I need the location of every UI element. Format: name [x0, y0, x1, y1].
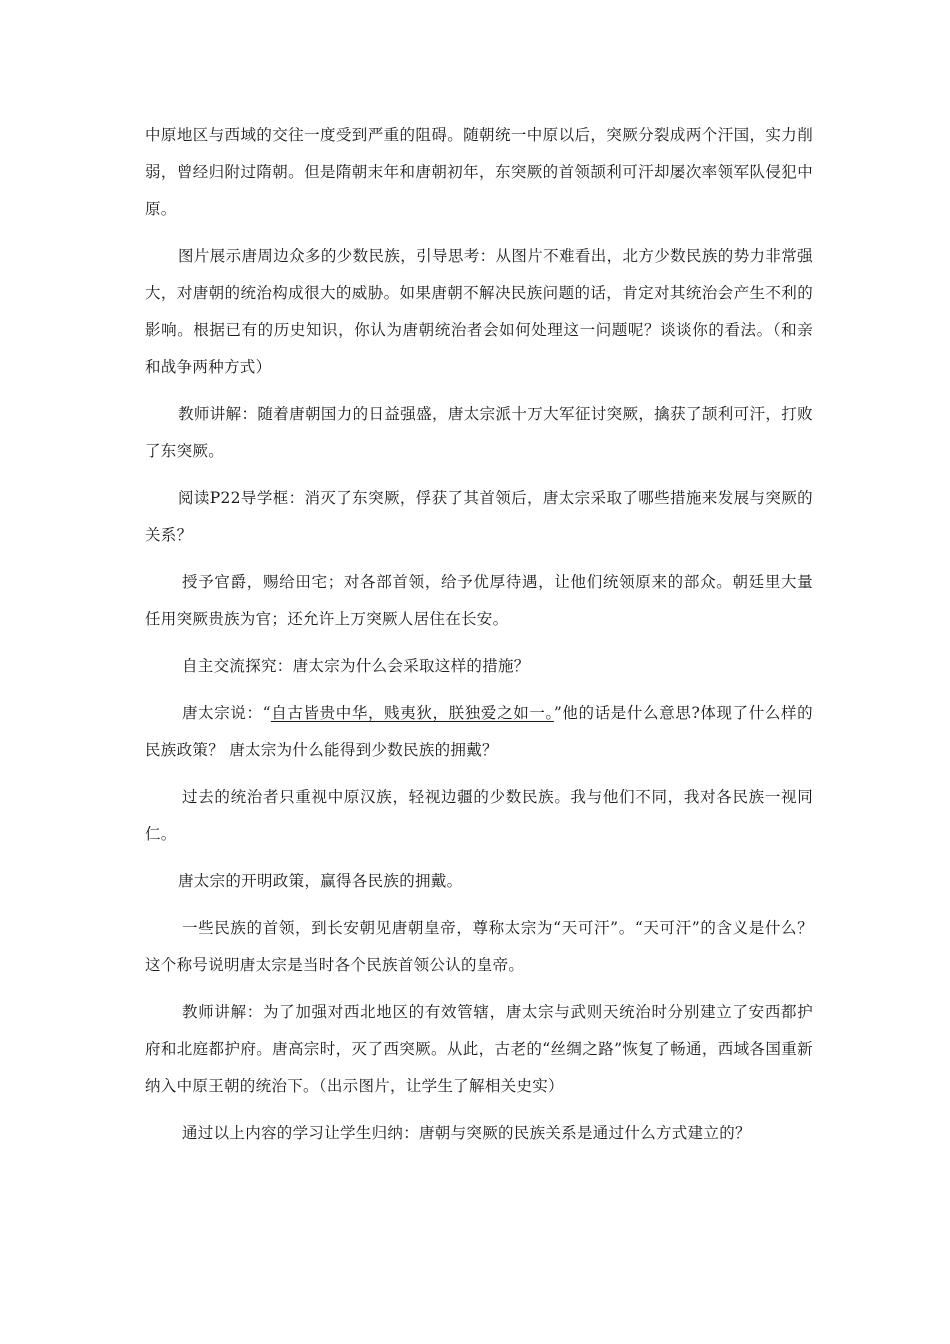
- paragraph-teacher-explanation-1: 教师讲解：随着唐朝国力的日益强盛，唐太宗派十万大军征讨突厥，擒获了颉利可汗，打败了东突厥。: [145, 405, 813, 460]
- paragraph-enlightened-policy: 唐太宗的开明政策，赢得各民族的拥戴。: [178, 872, 463, 890]
- paragraph-picture-discussion: 图片展示唐周边众多的少数民族，引导思考：从图片不难看出，北方少数民族的势力非常强大，对唐朝的统治构成很大的威胁。如果唐朝不解决民族问题的话，肯定对其统治会产生不利的影响。根据已有的历史知识，你认为唐朝统治者会如何处理这一问题呢？谈谈你的看法。（和亲和战争两种方式）: [145, 247, 813, 376]
- quote-text: 自古皆贵中华，贱夷狄，朕独爱之如一。: [270, 704, 554, 722]
- paragraph-equal-treatment: 过去的统治者只重视中原汉族，轻视边疆的少数民族。我与他们不同，我对各民族一视同仁。: [145, 788, 813, 843]
- quote-question: ”他的话是什么意思?体现了什么样的民族政策？ 唐太宗为什么能得到少数民族的拥戴？: [145, 704, 813, 759]
- paragraph-taizong-quote: [145, 695, 813, 769]
- paragraph-tian-kehan: 一些民族的首领，到长安朝见唐朝皇帝，尊称太宗为“天可汗”。“天可汗”的含义是什么？ 这个称号说明唐太宗是当时各个民族首领公认的皇帝。: [145, 919, 813, 974]
- quote-intro: 唐太宗说：“: [182, 704, 271, 722]
- paragraph-measures: 授予官爵，赐给田宅；对各部首领，给予优厚待遇，让他们统领原来的部众。朝廷里大量任用突厥贵族为官；还允许上万突厥人居住在长安。: [145, 573, 813, 628]
- paragraph-western-regions: 中原地区与西域的交往一度受到严重的阻碍。随朝统一中原以后，突厥分裂成两个汗国，实力削弱，曾经归附过隋朝。但是隋朝末年和唐朝初年，东突厥的首领颉利可汗却屡次率领军队侵犯中原。: [145, 126, 813, 218]
- paragraph-summary-question: 通过以上内容的学习让学生归纳：唐朝与突厥的民族关系是通过什么方式建立的？: [182, 1124, 751, 1142]
- paragraph-teacher-explanation-2: 教师讲解：为了加强对西北地区的有效管辖，唐太宗与武则天统治时分别建立了安西都护府和北庭都护府。唐高宗时，灭了西突厥。从此，古老的“丝绸之路”恢复了畅通，西域各国重新纳入中原王朝的统治下。（出示图片，让学生了解相关史实）: [145, 1003, 813, 1095]
- paragraph-reading-guide: 阅读P22导学框：消灭了东突厥，俘获了其首领后，唐太宗采取了哪些措施来发展与突厥的关系？: [145, 489, 813, 544]
- paragraph-self-inquiry: 自主交流探究：唐太宗为什么会采取这样的措施？: [182, 657, 530, 675]
- document-body: [145, 117, 813, 1162]
